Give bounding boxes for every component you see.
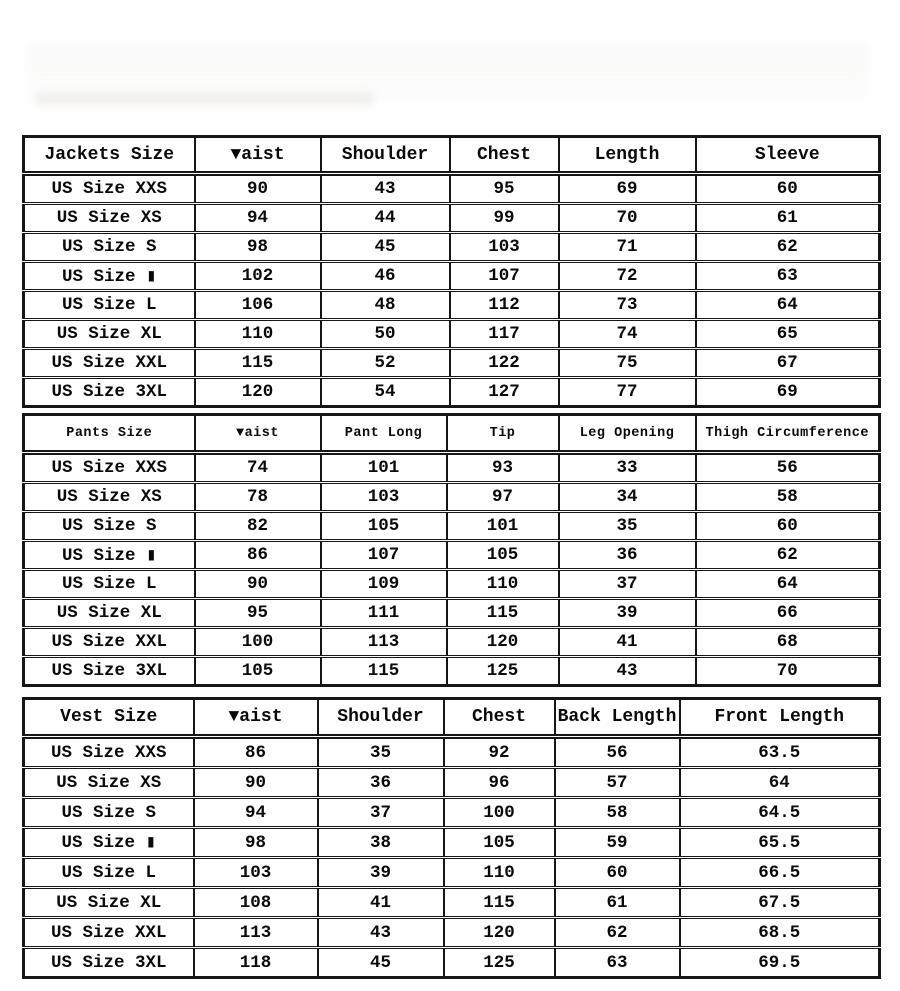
- value-cell: 48: [321, 291, 450, 320]
- value-cell: 66: [696, 599, 880, 628]
- value-cell: 63: [555, 948, 680, 978]
- pants-size-table: [22, 413, 881, 687]
- table-row: [24, 858, 880, 888]
- table-row: [24, 291, 880, 320]
- value-cell: 125: [447, 657, 559, 686]
- value-cell: 115: [195, 349, 321, 378]
- vest-header-row: [24, 699, 880, 737]
- value-cell: 110: [195, 320, 321, 349]
- value-cell: 37: [559, 570, 696, 599]
- value-cell: 100: [195, 628, 321, 657]
- value-cell: 56: [555, 737, 680, 768]
- value-cell: 103: [194, 858, 318, 888]
- header-cell: ▼aist: [195, 415, 321, 453]
- value-cell: 115: [444, 888, 555, 918]
- value-cell: 86: [195, 541, 321, 570]
- header-cell: Pant Long: [321, 415, 447, 453]
- value-cell: 78: [195, 483, 321, 512]
- value-cell: 68.5: [680, 918, 880, 948]
- value-cell: 41: [559, 628, 696, 657]
- value-cell: 54: [321, 378, 450, 407]
- value-cell: 35: [559, 512, 696, 541]
- value-cell: 35: [318, 737, 444, 768]
- value-cell: 56: [696, 453, 880, 483]
- table-row: [24, 453, 880, 483]
- pants-table-body: [24, 453, 880, 686]
- table-row: [24, 798, 880, 828]
- value-cell: 122: [450, 349, 559, 378]
- table-row: [24, 320, 880, 349]
- value-cell: 90: [195, 174, 321, 204]
- value-cell: 107: [450, 262, 559, 291]
- value-cell: 98: [194, 828, 318, 858]
- value-cell: 105: [447, 541, 559, 570]
- value-cell: 106: [195, 291, 321, 320]
- size-label-cell: US Size 3XL: [50, 952, 167, 973]
- size-label-cell: US Size S: [24, 798, 194, 828]
- size-label-cell: US Size 3XL: [51, 661, 168, 681]
- size-label-cell: US Size S: [24, 512, 195, 541]
- header-cell: Chest: [450, 137, 559, 174]
- value-cell: 60: [696, 174, 880, 204]
- value-cell: 37: [318, 798, 444, 828]
- table-row: [24, 349, 880, 378]
- value-cell: 115: [321, 657, 447, 686]
- value-cell: 90: [195, 570, 321, 599]
- value-cell: 94: [194, 798, 318, 828]
- value-cell: 33: [559, 453, 696, 483]
- size-label-cell: US Size XXS: [24, 453, 195, 483]
- size-label-cell: US Size XXS: [24, 174, 195, 204]
- size-label-cell: US Size ▮: [24, 828, 194, 858]
- value-cell: 107: [321, 541, 447, 570]
- value-cell: 62: [696, 233, 880, 262]
- value-cell: 36: [559, 541, 696, 570]
- value-cell: 71: [559, 233, 696, 262]
- value-cell: 58: [555, 798, 680, 828]
- table-row: [24, 262, 880, 291]
- table-row: [24, 483, 880, 512]
- value-cell: 62: [555, 918, 680, 948]
- value-cell: 52: [321, 349, 450, 378]
- header-cell: Shoulder: [318, 699, 444, 737]
- value-cell: 65: [696, 320, 880, 349]
- value-cell: 86: [194, 737, 318, 768]
- value-cell: 103: [321, 483, 447, 512]
- value-cell: 45: [318, 948, 444, 978]
- value-cell: 45: [321, 233, 450, 262]
- table-row: [24, 828, 880, 858]
- value-cell: 68: [696, 628, 880, 657]
- value-cell: 113: [194, 918, 318, 948]
- table-row: [24, 378, 880, 407]
- table-row: [24, 948, 880, 978]
- value-cell: 34: [559, 483, 696, 512]
- header-cell: Shoulder: [321, 137, 450, 174]
- size-label-cell: US Size XS: [24, 483, 195, 512]
- value-cell: 77: [559, 378, 696, 407]
- vest-size-table: [22, 697, 881, 979]
- value-cell: 120: [195, 378, 321, 407]
- value-cell: 120: [447, 628, 559, 657]
- value-cell: 125: [444, 948, 555, 978]
- value-cell: 66.5: [680, 858, 880, 888]
- value-cell: 97: [447, 483, 559, 512]
- table-row: [24, 628, 880, 657]
- value-cell: 67.5: [680, 888, 880, 918]
- value-cell: 72: [559, 262, 696, 291]
- header-cell: Back Length: [555, 699, 680, 737]
- value-cell: 64: [696, 291, 880, 320]
- value-cell: 64.5: [680, 798, 880, 828]
- size-label-cell: US Size L: [24, 291, 195, 320]
- size-label-cell: US Size XXS: [24, 737, 194, 768]
- value-cell: 70: [559, 204, 696, 233]
- header-cell: Sleeve: [696, 137, 880, 174]
- table-row: [24, 174, 880, 204]
- size-label-cell: US Size XL: [24, 888, 194, 918]
- value-cell: 50: [321, 320, 450, 349]
- table-row: [24, 204, 880, 233]
- size-label-cell: US Size 3XL: [51, 382, 168, 402]
- size-label-cell: US Size L: [24, 570, 195, 599]
- value-cell: 101: [447, 512, 559, 541]
- table-row: [24, 541, 880, 570]
- value-cell: 117: [450, 320, 559, 349]
- value-cell: 82: [195, 512, 321, 541]
- value-cell: 111: [321, 599, 447, 628]
- header-cell: Vest Size: [24, 699, 194, 737]
- header-cell: Front Length: [680, 699, 880, 737]
- value-cell: 127: [450, 378, 559, 407]
- size-label-cell: US Size XL: [24, 320, 195, 349]
- value-cell: 99: [450, 204, 559, 233]
- value-cell: 73: [559, 291, 696, 320]
- value-cell: 65.5: [680, 828, 880, 858]
- size-label-cell: US Size XXL: [24, 349, 195, 378]
- value-cell: 43: [318, 918, 444, 948]
- value-cell: 110: [447, 570, 559, 599]
- value-cell: 105: [321, 512, 447, 541]
- value-cell: 36: [318, 768, 444, 798]
- value-cell: 41: [318, 888, 444, 918]
- size-label-cell: US Size XS: [24, 204, 195, 233]
- value-cell: 95: [195, 599, 321, 628]
- size-label-cell: US Size XXL: [24, 918, 194, 948]
- value-cell: 60: [696, 512, 880, 541]
- value-cell: 105: [444, 828, 555, 858]
- value-cell: 46: [321, 262, 450, 291]
- value-cell: 61: [696, 204, 880, 233]
- value-cell: 113: [321, 628, 447, 657]
- size-label-cell: US Size S: [24, 233, 195, 262]
- size-label-cell: US Size XS: [24, 768, 194, 798]
- size-label-cell: US Size XXL: [24, 628, 195, 657]
- value-cell: 103: [450, 233, 559, 262]
- value-cell: 120: [444, 918, 555, 948]
- value-cell: 69: [559, 174, 696, 204]
- table-row: [24, 888, 880, 918]
- value-cell: 69.5: [680, 948, 880, 978]
- value-cell: 112: [450, 291, 559, 320]
- value-cell: 64: [696, 570, 880, 599]
- value-cell: 74: [559, 320, 696, 349]
- value-cell: 94: [195, 204, 321, 233]
- value-cell: 95: [450, 174, 559, 204]
- header-cell: Chest: [444, 699, 555, 737]
- value-cell: 58: [696, 483, 880, 512]
- value-cell: 115: [447, 599, 559, 628]
- size-label-cell: US Size L: [24, 858, 194, 888]
- value-cell: 101: [321, 453, 447, 483]
- vest-table-body: [24, 737, 880, 978]
- value-cell: 67: [696, 349, 880, 378]
- value-cell: 38: [318, 828, 444, 858]
- header-cell: ▼aist: [194, 699, 318, 737]
- value-cell: 39: [318, 858, 444, 888]
- value-cell: 61: [555, 888, 680, 918]
- value-cell: 64: [680, 768, 880, 798]
- pants-header-row: [24, 415, 880, 453]
- value-cell: 100: [444, 798, 555, 828]
- value-cell: 98: [195, 233, 321, 262]
- size-label-cell: US Size XL: [24, 599, 195, 628]
- header-cell: Jackets Size: [24, 137, 195, 174]
- jackets-size-table: [22, 135, 881, 408]
- value-cell: 90: [194, 768, 318, 798]
- jackets-table-body: [24, 174, 880, 407]
- value-cell: 75: [559, 349, 696, 378]
- value-cell: 74: [195, 453, 321, 483]
- table-row: [24, 768, 880, 798]
- value-cell: 60: [555, 858, 680, 888]
- table-row: [24, 657, 880, 686]
- value-cell: 39: [559, 599, 696, 628]
- value-cell: 102: [195, 262, 321, 291]
- faint-watermark-smudge-line: [35, 92, 375, 105]
- value-cell: 96: [444, 768, 555, 798]
- table-row: [24, 918, 880, 948]
- size-label-cell: US Size ▮: [24, 262, 195, 291]
- value-cell: 57: [555, 768, 680, 798]
- header-cell: ▼aist: [195, 137, 321, 174]
- header-cell: Leg Opening: [559, 415, 696, 453]
- value-cell: 63: [696, 262, 880, 291]
- value-cell: 92: [444, 737, 555, 768]
- value-cell: 63.5: [680, 737, 880, 768]
- value-cell: 70: [696, 657, 880, 686]
- header-cell: Pants Size: [24, 415, 195, 453]
- table-row: [24, 599, 880, 628]
- value-cell: 93: [447, 453, 559, 483]
- value-cell: 43: [559, 657, 696, 686]
- value-cell: 44: [321, 204, 450, 233]
- value-cell: 110: [444, 858, 555, 888]
- table-row: [24, 570, 880, 599]
- value-cell: 108: [194, 888, 318, 918]
- jackets-header-row: [24, 137, 880, 174]
- header-cell: Tip: [447, 415, 559, 453]
- value-cell: 118: [194, 948, 318, 978]
- value-cell: 109: [321, 570, 447, 599]
- table-row: [24, 233, 880, 262]
- value-cell: 59: [555, 828, 680, 858]
- value-cell: 43: [321, 174, 450, 204]
- header-cell: Thigh Circumference: [696, 415, 880, 453]
- value-cell: 69: [696, 378, 880, 407]
- table-row: [24, 737, 880, 768]
- header-cell: Length: [559, 137, 696, 174]
- table-row: [24, 512, 880, 541]
- size-label-cell: US Size ▮: [24, 541, 195, 570]
- value-cell: 105: [195, 657, 321, 686]
- value-cell: 62: [696, 541, 880, 570]
